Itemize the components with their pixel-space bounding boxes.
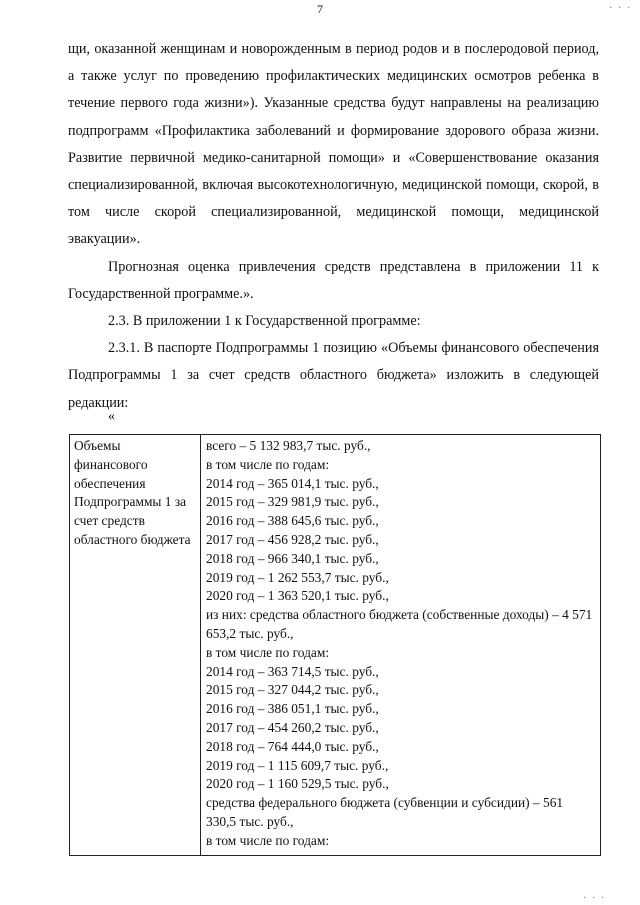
value-line: 2017 год – 454 260,2 тыс. руб.,	[206, 719, 379, 735]
document-body	[68, 36, 599, 417]
value-line: 2018 год – 966 340,1 тыс. руб.,	[206, 550, 379, 566]
value-line: в том числе по годам:	[206, 644, 330, 660]
value-line: 2014 год – 365 014,1 тыс. руб.,	[206, 475, 379, 491]
corner-mark: . . .	[609, 0, 632, 11]
value-line: 2017 год – 456 928,2 тыс. руб.,	[206, 531, 379, 547]
paragraph-section-2-3: 2.3. В приложении 1 к Государственной программе:	[108, 313, 421, 330]
opening-quote: «	[108, 409, 115, 424]
table-label-cell: Объемы финансового обеспечения Подпрограммы 1 за счет средств областного бюджета	[70, 435, 201, 856]
value-line: 2019 год – 1 262 553,7 тыс. руб.,	[206, 569, 389, 585]
value-line: 2019 год – 1 115 609,7 тыс. руб.,	[206, 757, 389, 773]
paragraph-section-2-3-1: 2.3.1. В паспорте Подпрограммы 1 позицию «Объемы финансового обеспечения Подпрограммы 1 за счет средств областного бюджета» изложить в следующей редакции:	[68, 340, 599, 411]
value-line: всего – 5 132 983,7 тыс. руб.,	[206, 438, 371, 453]
value-line: 2016 год – 388 645,6 тыс. руб.,	[206, 513, 379, 529]
value-line: 2015 год – 329 981,9 тыс. руб.,	[206, 494, 379, 510]
table-row	[70, 435, 601, 856]
value-line: в том числе по годам:	[206, 456, 330, 472]
corner-mark-bottom: . . .	[583, 890, 606, 901]
value-line: из них: средства областного бюджета (собственные доходы) – 4 571 653,2 тыс. руб.,	[206, 607, 593, 641]
paragraph-continuation: щи, оказанной женщинам и новорожденным в период родов и в послеродовой период, а также услуг по проведению профилактических медицинских осмотров ребенка в течение первого года жизни»). Указанные средства будут направлены на реализацию подпрограмм «Профилактика заболеваний и формирование здорового образа жизни. Развитие первичной медико-санитарной помощи» и «Совершенствование оказания специализированной, включая высокотехнологичную, медицинской помощи, скорой, в том числе скорой специализированной, медицинской помощи, медицинской эвакуации».	[68, 41, 599, 248]
table-value-cell	[201, 435, 601, 856]
value-line: 2016 год – 386 051,1 тыс. руб.,	[206, 701, 379, 717]
page-number: 7	[317, 2, 323, 16]
value-line: в том числе по годам:	[206, 832, 330, 848]
paragraph-forecast: Прогнозная оценка привлечения средств представлена в приложении 11 к Государственной программе.».	[68, 258, 599, 302]
value-line: средства федерального бюджета (субвенции и субсидии) – 561 330,5 тыс. руб.,	[206, 795, 564, 829]
value-line: 2015 год – 327 044,2 тыс. руб.,	[206, 682, 379, 698]
value-line: 2020 год – 1 160 529,5 тыс. руб.,	[206, 776, 389, 792]
value-line: 2018 год – 764 444,0 тыс. руб.,	[206, 738, 379, 754]
value-line: 2014 год – 363 714,5 тыс. руб.,	[206, 663, 379, 679]
value-line: 2020 год – 1 363 520,1 тыс. руб.,	[206, 588, 389, 604]
financing-table	[69, 434, 601, 856]
